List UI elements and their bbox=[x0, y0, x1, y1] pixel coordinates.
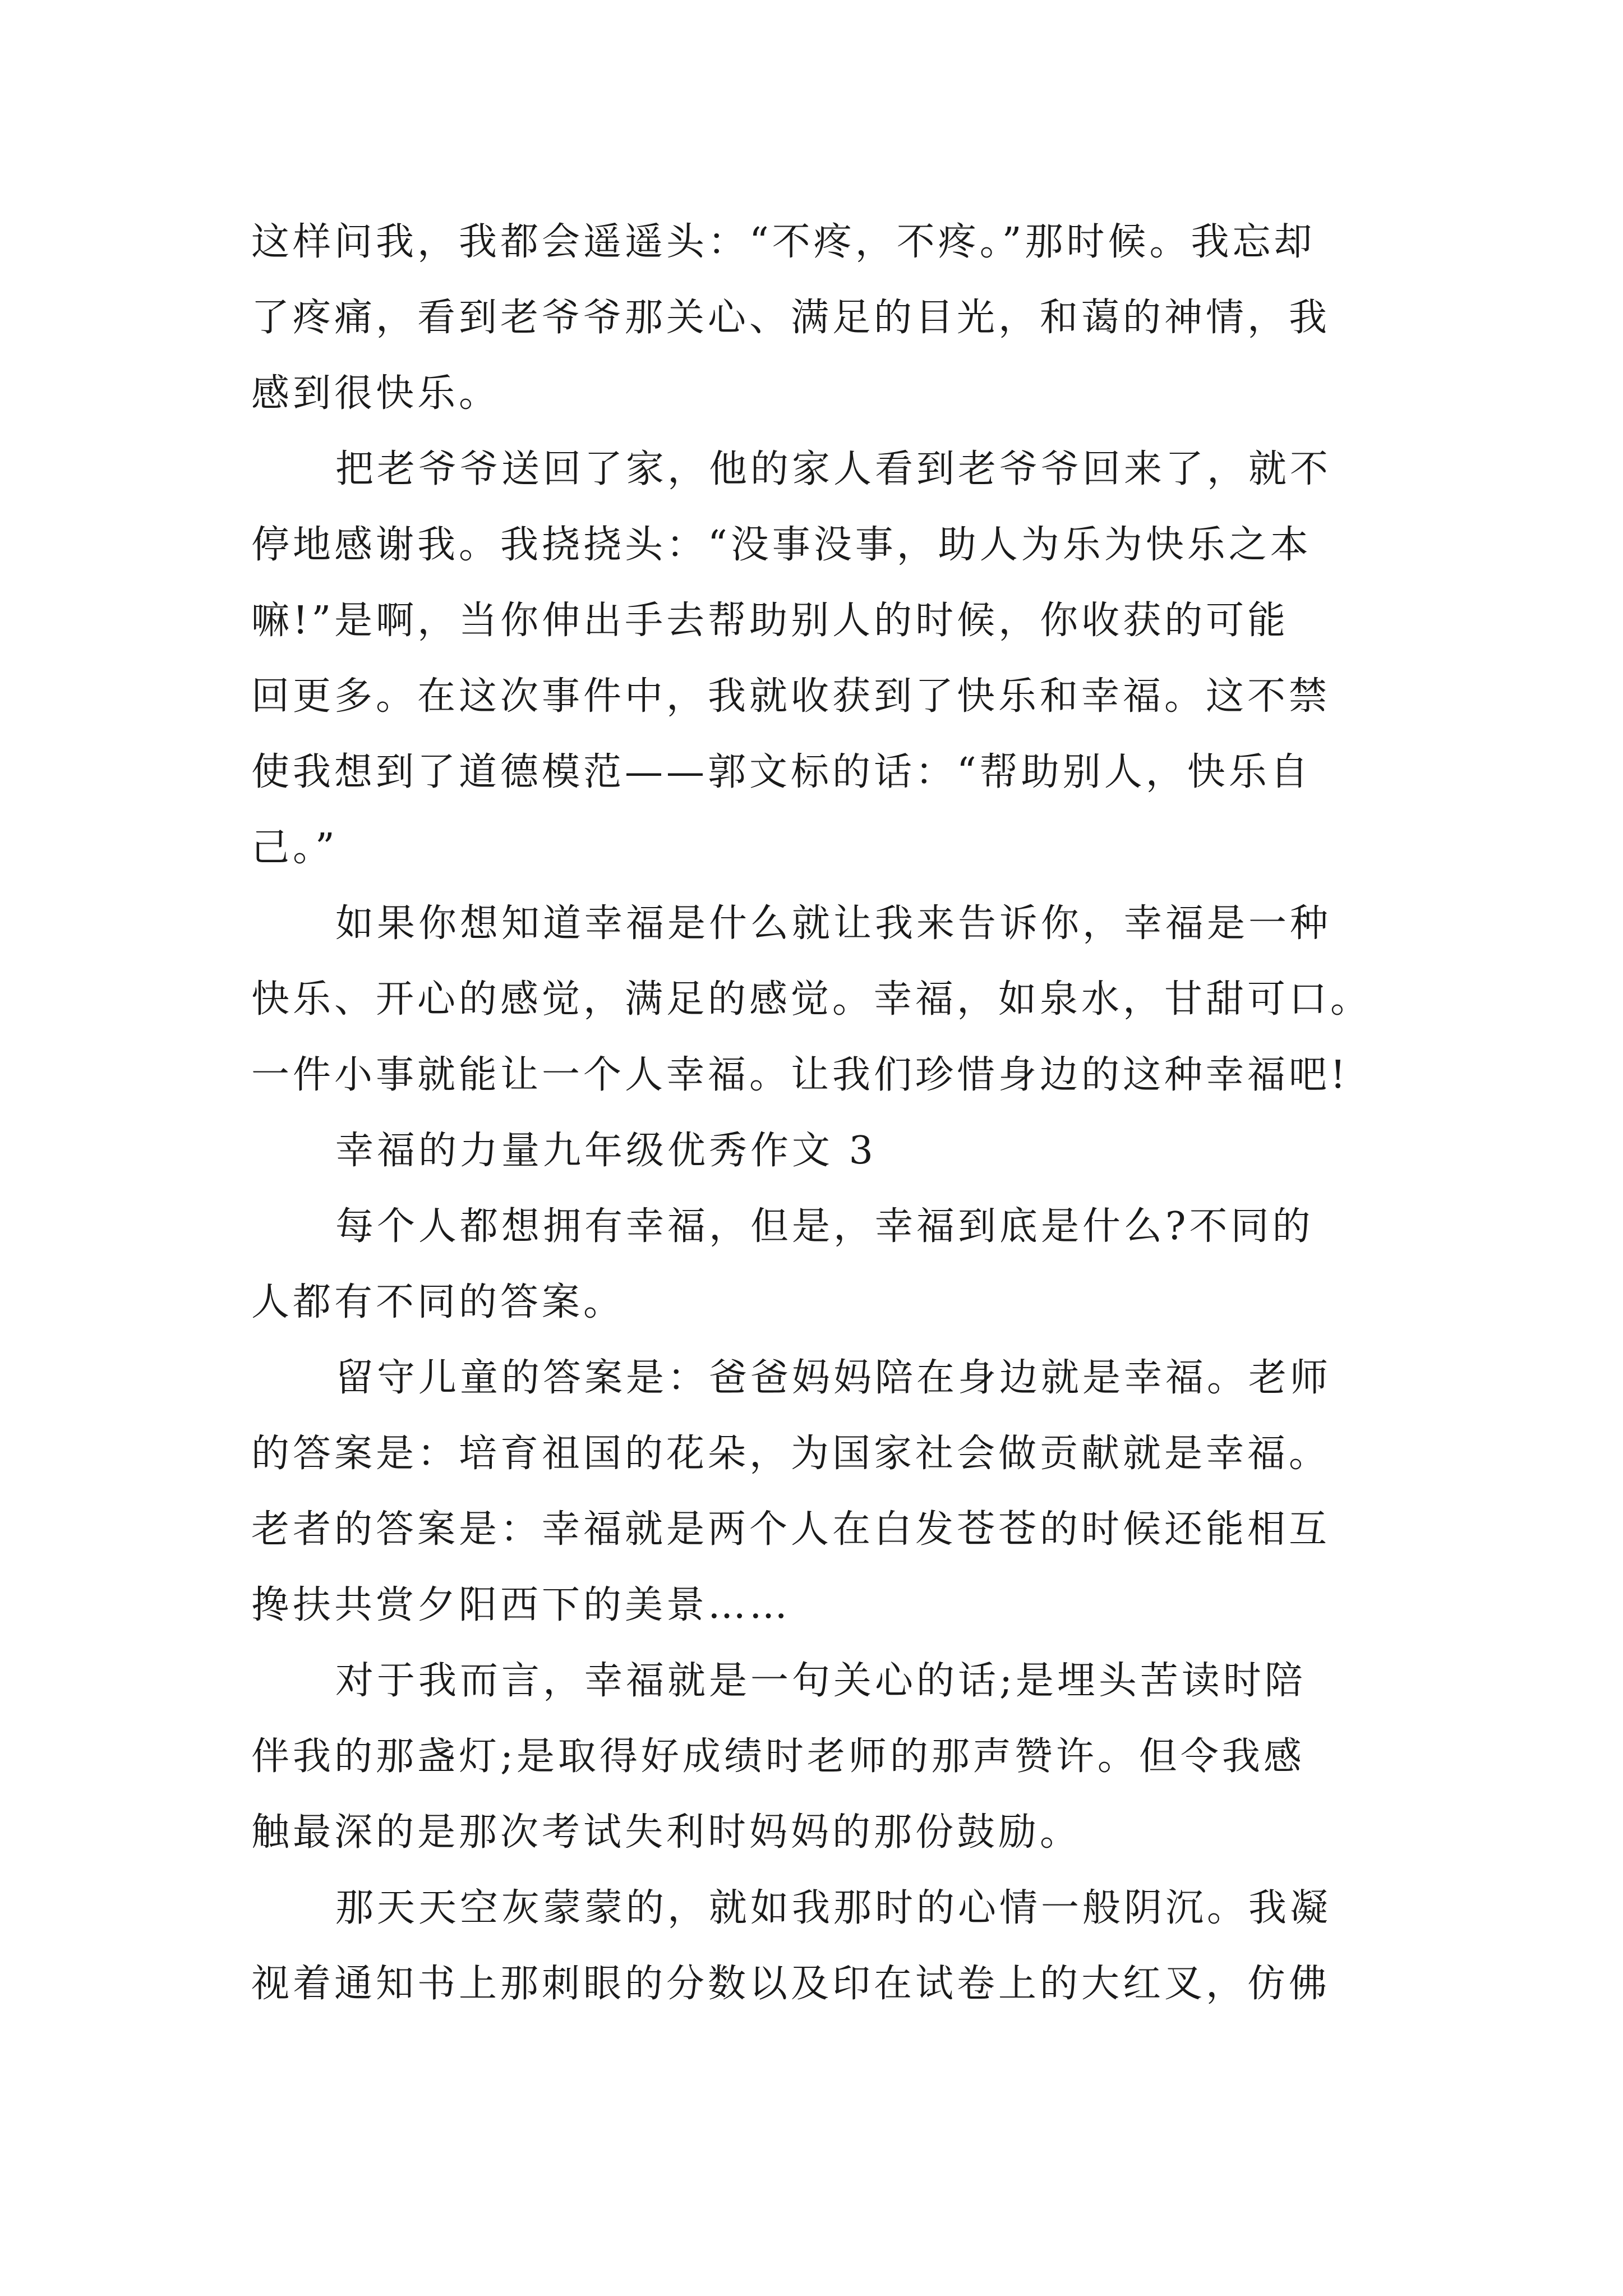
text-line: 每个人都想拥有幸福，但是，幸福到底是什么?不同的 bbox=[335, 1204, 1314, 1249]
text-line: 人都有不同的答案。 bbox=[251, 1280, 625, 1324]
text-line: 如果你想知道幸福是什么就让我来告诉你，幸福是一种 bbox=[335, 901, 1332, 946]
text-line: 留守儿童的答案是：爸爸妈妈陪在身边就是幸福。老师 bbox=[335, 1356, 1332, 1400]
text-line: 视着通知书上那刺眼的分数以及印在试卷上的大红叉，仿佛 bbox=[251, 1962, 1331, 2006]
text-line: 快乐、开心的感觉，满足的感觉。幸福，如泉水，甘甜可口。 bbox=[251, 977, 1372, 1022]
text-line: 使我想到了道德模范——郭文标的话：“帮助别人，快乐自 bbox=[251, 750, 1312, 794]
text-line: 把老爷爷送回了家，他的家人看到老爷爷回来了，就不 bbox=[335, 447, 1332, 491]
text-line: 老者的答案是：幸福就是两个人在白发苍苍的时候还能相互 bbox=[251, 1507, 1331, 1552]
body-text bbox=[251, 204, 1429, 2022]
text-line: 己。” bbox=[251, 826, 338, 870]
text-line: 一件小事就能让一个人幸福。让我们珍惜身边的这种幸福吧! bbox=[251, 1053, 1349, 1097]
text-line: 那天天空灰蒙蒙的，就如我那时的心情一般阴沉。我凝 bbox=[335, 1886, 1332, 1930]
text-line: 触最深的是那次考试失利时妈妈的那份鼓励。 bbox=[251, 1810, 1082, 1855]
text-line: 停地感谢我。我挠挠头：“没事没事，助人为乐为快乐之本 bbox=[251, 523, 1312, 567]
text-line: 这样问我，我都会遥遥头：“不疼，不疼。”那时候。我忘却 bbox=[251, 220, 1316, 264]
text-line: 了疼痛，看到老爷爷那关心、满足的目光，和蔼的神情，我 bbox=[251, 296, 1331, 340]
text-line: 伴我的那盏灯;是取得好成绩时老师的那声赞许。但令我感 bbox=[251, 1734, 1305, 1779]
text-line: 回更多。在这次事件中，我就收获到了快乐和幸福。这不禁 bbox=[251, 674, 1331, 719]
text-line: 的答案是：培育祖国的花朵，为国家社会做贡献就是幸福。 bbox=[251, 1432, 1331, 1476]
text-line: 幸福的力量九年级优秀作文 3 bbox=[335, 1129, 877, 1173]
text-line: 对于我而言，幸福就是一句关心的话;是埋头苦读时陪 bbox=[335, 1659, 1306, 1703]
text-line: 嘛!”是啊，当你伸出手去帮助别人的时候，你收获的可能 bbox=[251, 599, 1289, 643]
text-line: 感到很快乐。 bbox=[251, 371, 501, 416]
text-line: 搀扶共赏夕阳西下的美景…… bbox=[251, 1583, 791, 1627]
